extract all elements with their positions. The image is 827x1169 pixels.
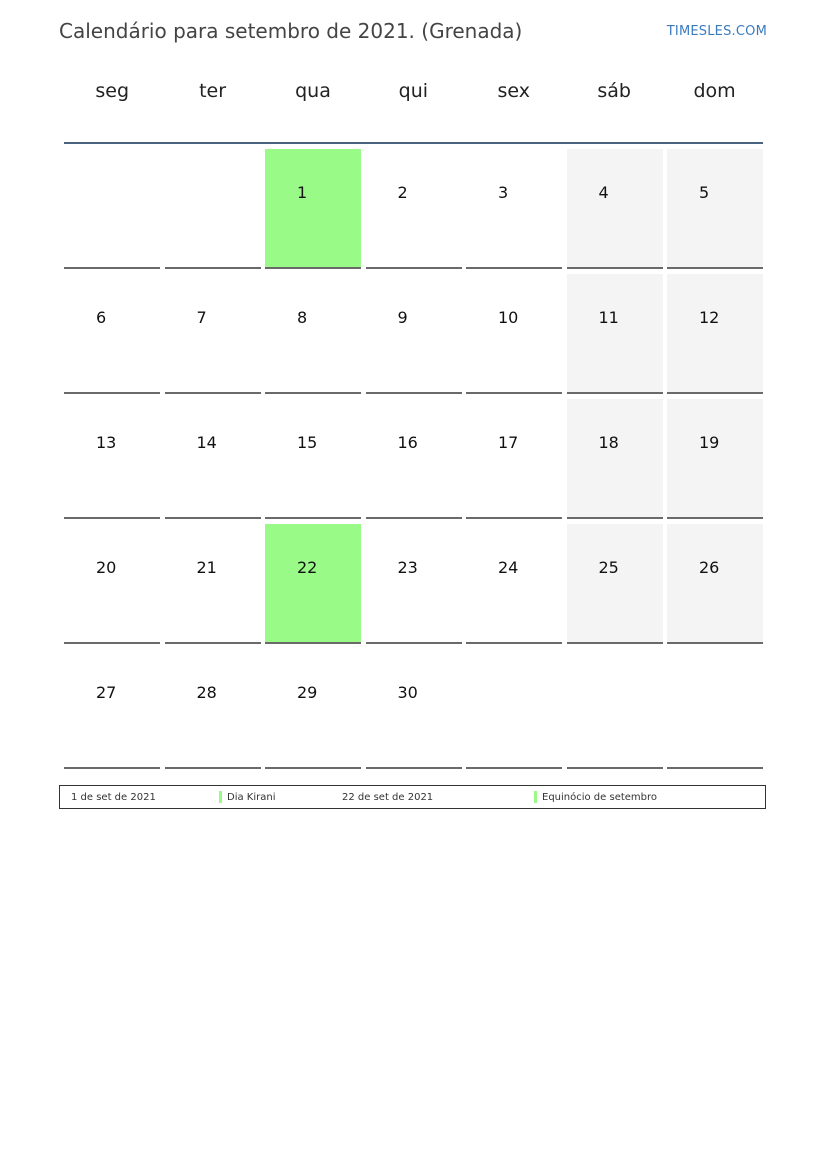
holiday-swatch xyxy=(219,791,222,803)
day-cell[interactable] xyxy=(667,149,763,269)
day-number: 6 xyxy=(96,308,107,327)
day-cell[interactable] xyxy=(667,399,763,519)
cell-underline xyxy=(366,642,462,644)
day-cell[interactable] xyxy=(366,649,462,769)
legend-date: 1 de set de 2021 xyxy=(71,792,156,803)
day-cell[interactable] xyxy=(466,149,562,269)
day-number: 21 xyxy=(196,558,217,577)
day-number: 14 xyxy=(196,433,217,452)
day-cell[interactable] xyxy=(366,399,462,519)
day-cell[interactable] xyxy=(165,274,261,394)
cell-underline xyxy=(667,767,763,769)
day-number: 2 xyxy=(397,183,408,202)
cell-underline xyxy=(64,267,160,269)
day-cell[interactable] xyxy=(567,524,663,644)
legend-date: 22 de set de 2021 xyxy=(342,792,434,803)
cell-underline xyxy=(466,517,562,519)
cell-underline xyxy=(567,767,663,769)
cell-underline xyxy=(366,517,462,519)
day-number: 4 xyxy=(598,183,609,202)
day-number: 30 xyxy=(397,683,418,702)
day-cell[interactable] xyxy=(567,399,663,519)
cell-underline xyxy=(667,392,763,394)
cell-underline xyxy=(667,642,763,644)
day-cell xyxy=(466,649,562,769)
weekday-header xyxy=(62,80,765,128)
cell-underline xyxy=(366,767,462,769)
day-cell[interactable] xyxy=(366,524,462,644)
day-number: 24 xyxy=(498,558,519,577)
day-cell xyxy=(64,149,160,269)
cell-underline xyxy=(567,517,663,519)
cell-underline xyxy=(667,517,763,519)
day-cell[interactable] xyxy=(165,524,261,644)
day-number: 16 xyxy=(397,433,418,452)
day-number: 20 xyxy=(96,558,117,577)
weekday-label: seg xyxy=(95,80,130,102)
day-number: 1 xyxy=(297,183,308,202)
day-cell[interactable] xyxy=(265,649,361,769)
day-cell[interactable] xyxy=(64,274,160,394)
day-cell[interactable] xyxy=(466,274,562,394)
cell-underline xyxy=(64,767,160,769)
cell-underline xyxy=(265,517,361,519)
cell-underline xyxy=(667,267,763,269)
day-cell[interactable] xyxy=(366,274,462,394)
day-number: 7 xyxy=(196,308,207,327)
day-number: 13 xyxy=(96,433,117,452)
day-cell xyxy=(567,649,663,769)
legend-holiday-name: Dia Kirani xyxy=(227,792,276,803)
day-number: 3 xyxy=(498,183,509,202)
holiday-swatch xyxy=(534,791,537,803)
day-number: 29 xyxy=(297,683,318,702)
day-number: 8 xyxy=(297,308,308,327)
day-number: 22 xyxy=(297,558,318,577)
day-cell[interactable] xyxy=(366,149,462,269)
cell-underline xyxy=(366,267,462,269)
day-cell[interactable] xyxy=(567,149,663,269)
weekday-label: dom xyxy=(693,80,736,102)
day-cell[interactable] xyxy=(64,399,160,519)
day-number: 26 xyxy=(699,558,720,577)
cell-underline xyxy=(567,392,663,394)
day-cell[interactable] xyxy=(265,399,361,519)
day-number: 17 xyxy=(498,433,519,452)
legend-holiday-name: Equinócio de setembro xyxy=(542,792,658,803)
cell-underline xyxy=(64,642,160,644)
holiday-day-cell[interactable] xyxy=(265,149,361,269)
cell-underline xyxy=(64,517,160,519)
day-cell[interactable] xyxy=(265,274,361,394)
day-number: 27 xyxy=(96,683,117,702)
day-cell[interactable] xyxy=(667,274,763,394)
cell-underline xyxy=(165,517,261,519)
day-cell[interactable] xyxy=(667,524,763,644)
cell-underline xyxy=(265,267,361,269)
day-cell[interactable] xyxy=(165,399,261,519)
cell-underline xyxy=(265,642,361,644)
holiday-legend xyxy=(59,785,766,809)
day-number: 25 xyxy=(598,558,619,577)
cell-underline xyxy=(165,767,261,769)
cell-underline xyxy=(165,392,261,394)
cell-underline xyxy=(165,267,261,269)
day-cell xyxy=(667,649,763,769)
weekday-label: sáb xyxy=(597,80,631,102)
day-number: 15 xyxy=(297,433,318,452)
day-cell[interactable] xyxy=(466,524,562,644)
day-number: 19 xyxy=(699,433,720,452)
day-cell[interactable] xyxy=(64,524,160,644)
day-number: 5 xyxy=(699,183,710,202)
cell-underline xyxy=(466,267,562,269)
day-cell xyxy=(165,149,261,269)
weekday-label: qui xyxy=(398,80,429,102)
day-cell[interactable] xyxy=(165,649,261,769)
cell-underline xyxy=(366,392,462,394)
weekday-label: sex xyxy=(497,80,530,102)
day-number: 10 xyxy=(498,308,519,327)
cell-underline xyxy=(567,642,663,644)
day-number: 23 xyxy=(397,558,418,577)
day-number: 9 xyxy=(397,308,408,327)
header-divider xyxy=(64,142,763,144)
cell-underline xyxy=(466,642,562,644)
day-number: 28 xyxy=(196,683,217,702)
day-cell[interactable] xyxy=(567,274,663,394)
day-number: 11 xyxy=(598,308,619,327)
weekday-label: ter xyxy=(199,80,227,102)
cell-underline xyxy=(466,767,562,769)
day-cell[interactable] xyxy=(466,399,562,519)
page-title: Calendário para setembro de 2021. (Grenada) xyxy=(59,19,523,43)
cell-underline xyxy=(567,267,663,269)
cell-underline xyxy=(265,392,361,394)
cell-underline xyxy=(165,642,261,644)
holiday-day-cell[interactable] xyxy=(265,524,361,644)
day-number: 12 xyxy=(699,308,720,327)
day-cell[interactable] xyxy=(64,649,160,769)
weekday-label: qua xyxy=(295,80,331,102)
day-number: 18 xyxy=(598,433,619,452)
cell-underline xyxy=(64,392,160,394)
cell-underline xyxy=(265,767,361,769)
brand-link[interactable]: TIMESLES.COM xyxy=(666,24,767,39)
cell-underline xyxy=(466,392,562,394)
